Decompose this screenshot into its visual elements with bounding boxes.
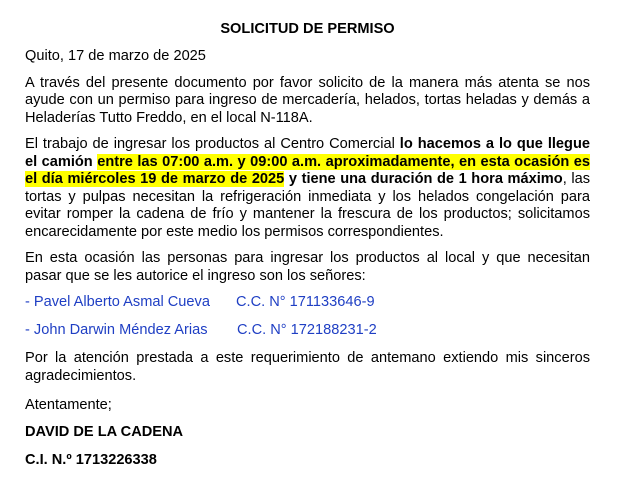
person-id: C.C. N° 172188231-2	[237, 322, 377, 338]
person-id: C.C. N° 171133646-9	[236, 294, 375, 310]
document-title: SOLICITUD DE PERMISO	[220, 21, 395, 37]
signer-id: C.I. N.º 1713226338	[25, 452, 157, 468]
signer-name: DAVID DE LA CADENA	[25, 424, 184, 440]
schedule-text-rest: , las tortas y pulpas necesitan la refrigeración inmediata y los helados congelación para evitar romper la cadena de frío y mantener la frescura de los productos; solicitamos encarecidamente por este medio los permisos correspondientes.	[25, 171, 590, 240]
schedule-text-bold: lo hacemos a lo que llegue el camión	[25, 136, 590, 170]
schedule-paragraph	[25, 136, 590, 241]
person-name: - Pavel Alberto Asmal Cueva	[25, 294, 210, 310]
request-paragraph: A través del presente documento por favor solicito de la manera más atenta se nos ayude con un permiso para ingreso de mercadería, helados, tortas heladas y demás a Heladerías Tutto Freddo, en el local N-118A.	[25, 74, 590, 126]
closing-paragraph: Por la atención prestada a este requerimiento de antemano extiendo mis sinceros agradecimientos.	[25, 350, 590, 384]
schedule-text-intro: El trabajo de ingresar los productos al Centro Comercial	[25, 136, 400, 152]
schedule-duration: y tiene una duración de 1 hora máximo	[284, 171, 563, 187]
date-line: Quito, 17 de marzo de 2025	[25, 48, 206, 64]
persons-intro-paragraph: En esta ocasión las personas para ingresar los productos al local y que necesitan pasar que se les autorice el ingreso son los señores:	[25, 250, 590, 284]
signoff: Atentamente;	[25, 397, 112, 413]
person-row	[25, 294, 590, 311]
schedule-highlight: entre las 07:00 a.m. y 09:00 a.m. aproximadamente, en esta ocasión es el día miércoles 19 de marzo de 2025	[25, 153, 590, 187]
person-row	[25, 322, 590, 339]
person-name: - John Darwin Méndez Arias	[25, 322, 208, 338]
